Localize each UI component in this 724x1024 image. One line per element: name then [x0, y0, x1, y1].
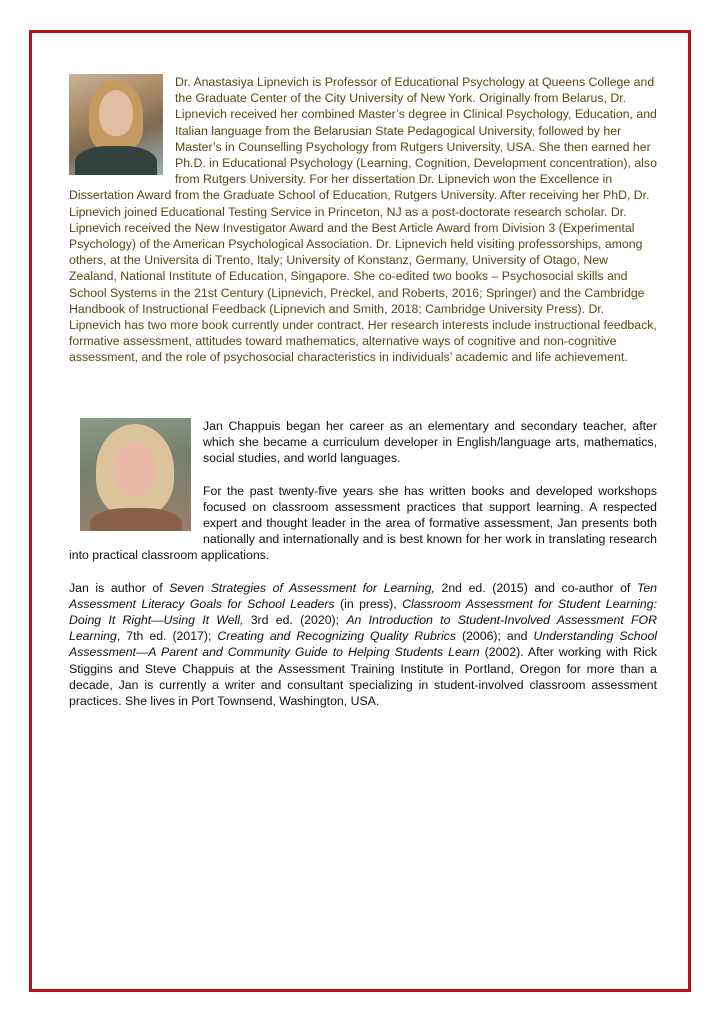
- photo-face: [114, 442, 156, 496]
- photo-shoulder: [90, 508, 182, 531]
- photo-shoulder: [75, 146, 157, 175]
- chappuis-photo: [80, 418, 191, 531]
- bio-chappuis-para3: [69, 580, 657, 710]
- text-run: (2002). After working with Rick Stiggins and Steve Chappuis at the Assessment Training Institute in Portland, Oregon for more than a decade, Jan is currently a writer and consultant specializing in student-involved classroom assessment practices. She lives in Port Townsend, Washington, USA.: [69, 645, 657, 709]
- book-title: Classroom Assessment for Student Learning: Doing It Right—Using It Well,: [69, 596, 658, 628]
- bio-chappuis-para2: For the past twenty-five years she has written books and developed workshops focused on classroom assessment practices that support learning. A respected expert and thought leader in the area of formative assessment, Jan presents both nationally and internationally and is best known for her work in translating research into practical classroom applications.: [69, 483, 657, 563]
- text-run: , 7th ed. (2017);: [116, 629, 218, 644]
- text-run: 3rd ed. (2020);: [243, 613, 347, 628]
- book-title: Seven Strategies of Assessment for Learning,: [169, 580, 435, 595]
- book-title: Creating and Recognizing Quality Rubrics: [217, 629, 456, 644]
- book-title: Understanding School Assessment—A Parent and Community Guide to Helping Students Learn: [69, 629, 658, 660]
- lipnevich-photo: [69, 74, 163, 175]
- text-run: (2006); and: [455, 629, 534, 644]
- text-run: (in press),: [334, 596, 403, 611]
- bio-lipnevich-text: Dr. Anastasiya Lipnevich is Professor of Educational Psychology at Queens College and the Graduate Center of the City University of New York. Originally from Belarus, Dr. Lipnevich received her combined Master’s degree in Clinical Psychology, Education, and Italian language from the Belarusian State Pedagogical University, followed by her Master’s in Counselling Psychology from Rutgers University, USA. She then earned her Ph.D. in Educational Psychology (Learning, Cognition, Development concentration), also from Rutgers University. For her dissertation Dr. Lipnevich won the Excellence in Dissertation Award from the Graduate School of Education, Rutgers University. After receiving her PhD, Dr. Lipnevich joined Educational Testing Service in Princeton, NJ as a post-doctorate research scholar. Dr. Lipnevich received the New Investigator Award and the Best Article Award from Division 3 (Experimental Psychology) of the American Psychological Association. Dr. Lipnevich held visiting professorships, among others, at the Universita di Trento, Italy; University of Konstanz, Germany, University of Otago, New Zealand, National Institute of Education, Singapore. She co-edited two books – Psychosocial skills and School Systems in the 21st Century (Lipnevich, Preckel, and Roberts, 2016; Springer) and the Cambridge Handbook of Instructional Feedback (Lipnevich and Smith, 2018; Cambridge University Press). Dr. Lipnevich has two more book currently under contract. Her research interests include instructional feedback, formative assessment, attitudes toward mathematics, alternative ways of cognitive and non-cognitive assessment, and the role of psychosocial characteristics in individuals’ academic and life achievement.: [69, 75, 657, 365]
- photo-face: [99, 90, 133, 136]
- book-title: An Introduction to Student-Involved Assessment FOR Learning: [69, 613, 657, 644]
- bio-chappuis-para1: Jan Chappuis began her career as an elementary and secondary teacher, after which she became a curriculum developer in English/language arts, mathematics, social studies, and world languages.: [203, 419, 657, 466]
- bio-lipnevich: [69, 74, 659, 366]
- bio-chappuis: [69, 418, 657, 709]
- text-run: Jan is author of: [69, 580, 170, 595]
- book-title: Ten Assessment Literacy Goals for School Leaders: [69, 580, 658, 611]
- text-run: 2nd ed. (2015) and co-author of: [434, 580, 637, 595]
